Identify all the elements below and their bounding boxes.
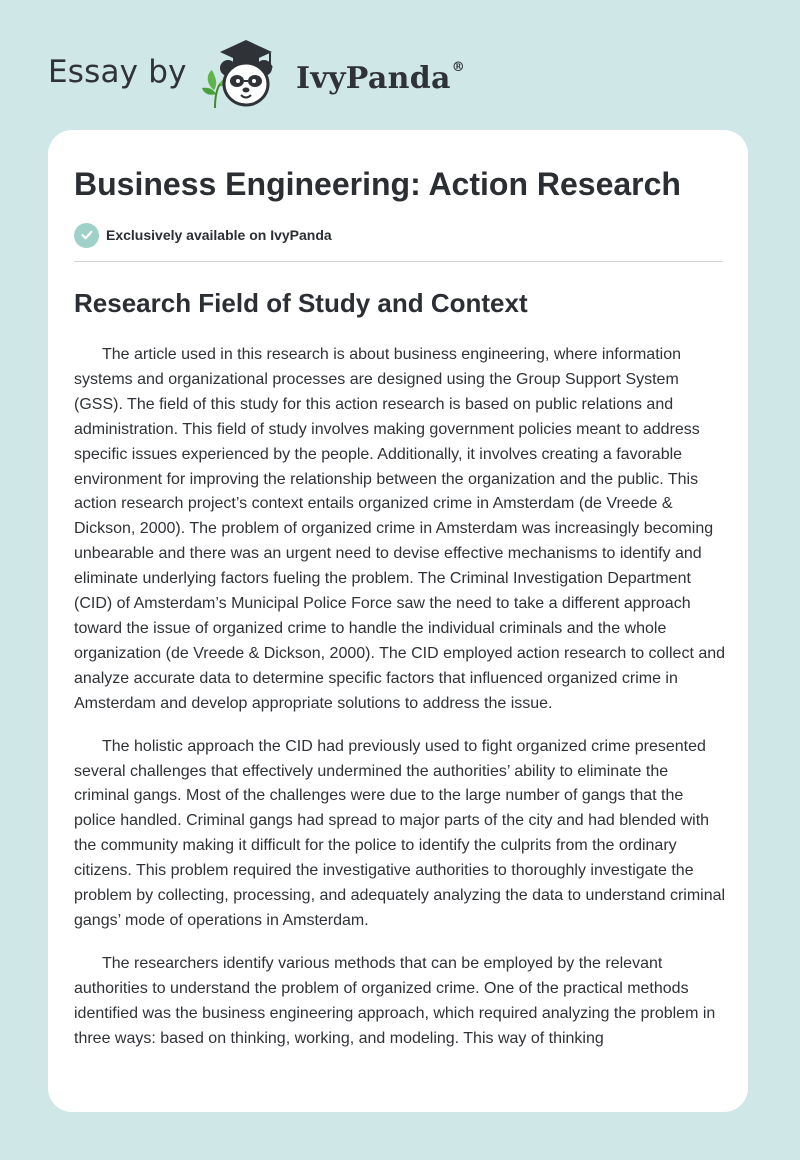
paragraph: The holistic approach the CID had previously used to fight organized crime presented several challenges that effectively undermined the authorities’ ability to eliminate the criminal gangs. Most of the challenges were due to the large number of gangs that the police handled. Criminal gangs had spread to major parts of the city and had blended with the community making it difficult for the police to identify the culprits from the ordinary citizens. This problem required the investigative authorities to thoroughly investigate the problem by collecting, processing, and adequately analyzing the data to understand criminal gangs’ mode of operations in Amsterdam. (74, 737, 726, 929)
essay-by-label: Essay by (48, 54, 187, 90)
check-icon (74, 223, 99, 248)
article-card (48, 130, 748, 1112)
brand-name[interactable] (296, 54, 465, 99)
brand-label: IvyPanda (296, 61, 451, 96)
exclusive-badge (74, 222, 332, 248)
page-title: Business Engineering: Action Research (74, 166, 681, 202)
site-header (0, 0, 800, 120)
paragraph: The article used in this research is about business engineering, where information systems and organizational processes are designed using the Group Support System (GSS). The field of this study for this action research is based on public relations and administration. This field of study involves making government policies meant to address specific issues experienced by the people. Additionally, it involves creating a favorable environment for improving the relationship between the organization and the public. This action research project’s context entails organized crime in Amsterdam (de Vreede & Dickson, 2000). The problem of organized crime in Amsterdam was increasingly becoming unbearable and there was an urgent need to devise effective mechanisms to identify and eliminate underlying factors fueling the problem. The Criminal Investigation Department (CID) of Amsterdam’s Municipal Police Force saw the need to take a different approach toward the issue of organized crime to handle the individual criminals and the whole organization (de Vreede & Dickson, 2000). The CID employed action research to collect and analyze accurate data to determine specific factors that influenced organized crime in Amsterdam and develop appropriate solutions to address the issue. (74, 346, 726, 712)
article-body (74, 343, 726, 1069)
exclusive-badge-label: Exclusively available on IvyPanda (106, 227, 332, 243)
panda-logo-icon[interactable] (200, 34, 292, 110)
paragraph: The researchers identify various methods that can be employed by the relevant authorities to understand the problem of organized crime. One of the practical methods identified was the business engineering approach, which required analyzing the problem in three ways: based on thinking, working, and modeling. This way of thinking (74, 954, 716, 1047)
divider (74, 261, 723, 262)
registered-mark: ® (451, 60, 466, 75)
section-heading: Research Field of Study and Context (74, 288, 528, 318)
